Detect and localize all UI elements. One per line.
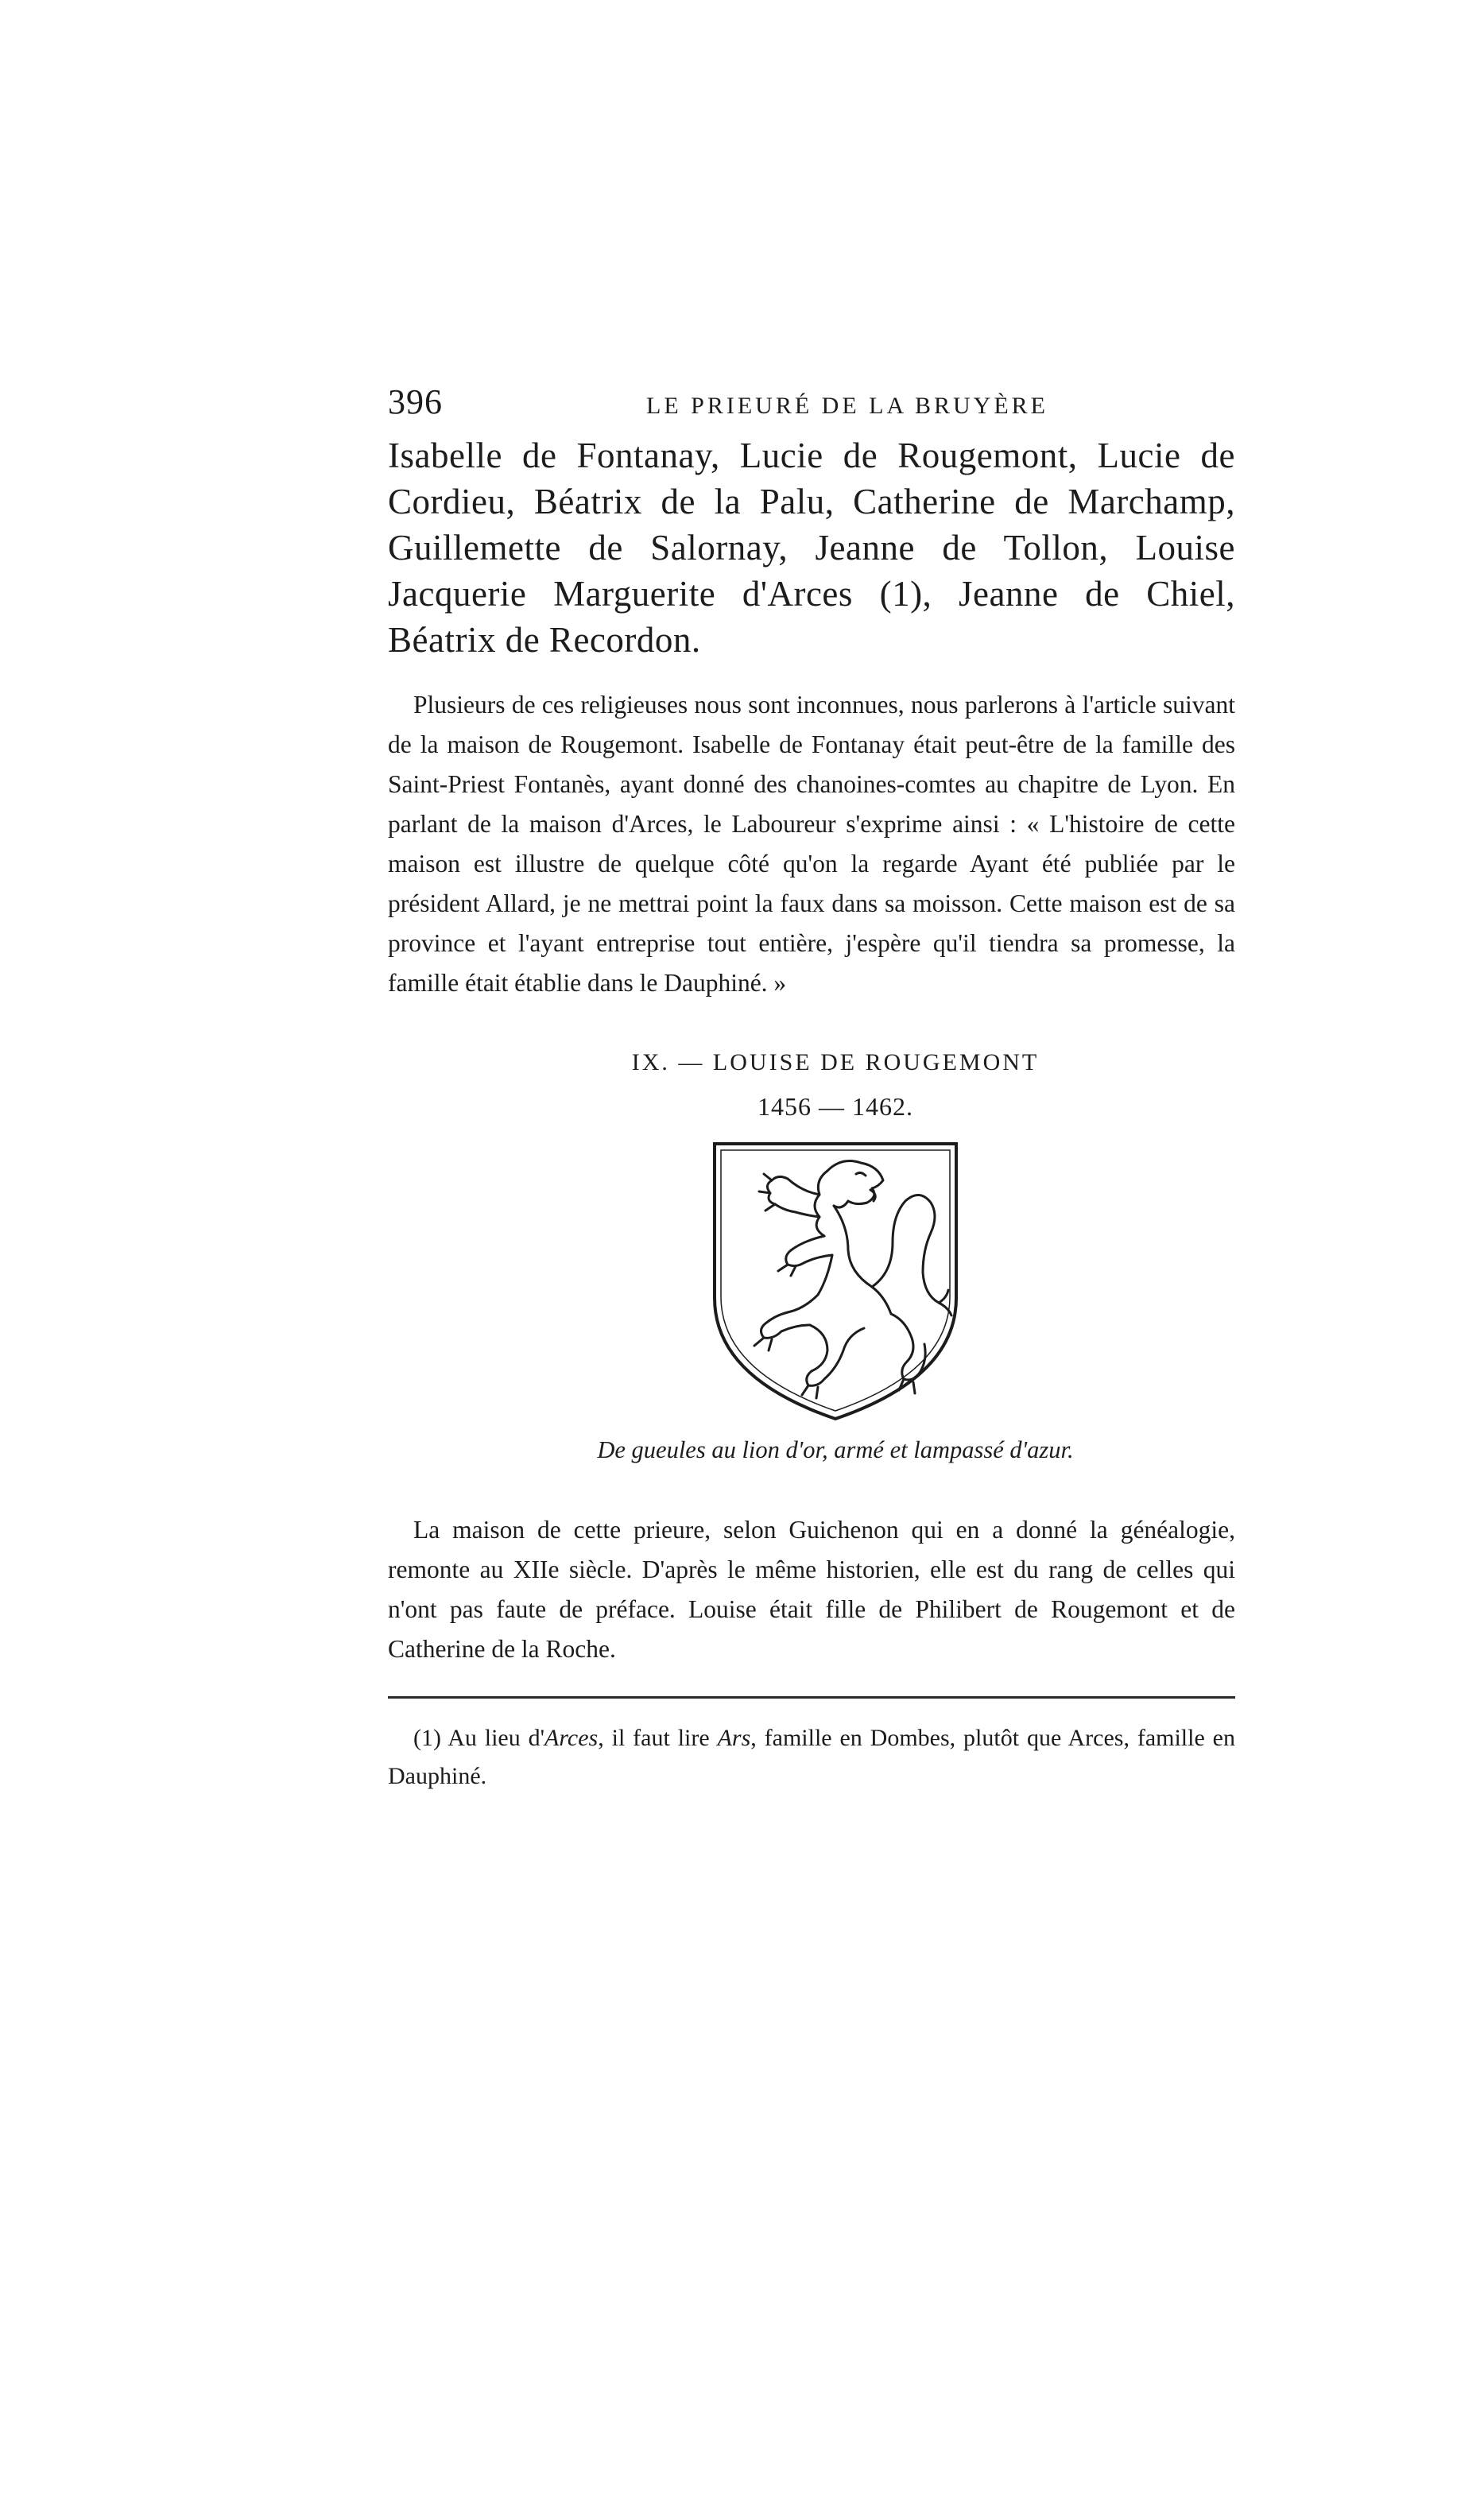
footnote-mid: , il faut lire (598, 1725, 718, 1751)
running-head (388, 382, 1235, 429)
lead-paragraph: Isabelle de Fontanay, Lucie de Rougemont, Lucie de Cordieu, Béatrix de la Palu, Catherine de Marchamp, Guillemette de Salornay, Jeanne de Tollon, Louise Jacquerie Marguerite d'Arces (1), Jeanne de Chiel, Béatrix de Recordon. (388, 436, 1235, 660)
book-page (388, 382, 1235, 1796)
chapter-heading: IX. — LOUISE DE ROUGEMONT (631, 1049, 1040, 1075)
footnote-marker: (1) Au lieu d' (413, 1725, 545, 1751)
paragraph-religieuses: Plusieurs de ces religieuses nous sont inconnues, nous parlerons à l'article suivant de la maison de Rougemont. Isabelle de Fontanay était peut-être de la famille des Saint-Priest Fontanès, ayant donné des chanoines-comtes au chapitre de Lyon. En parlant de la maison d'Arces, le Laboureur s'exprime ainsi : « L'histoire de cette maison est illustre de quelque côté qu'on la regarde Ayant été publiée par le président Allard, je ne mettrai point la faux dans sa moisson. Cette maison est de sa province et l'ayant entreprise tout entière, j'espère qu'il tiendra sa promesse, la famille était établie dans le Dauphiné. » (388, 691, 1235, 997)
running-title: LE PRIEURÉ DE LA BRUYÈRE (646, 393, 1048, 419)
footnote-rule (388, 1696, 1235, 1699)
blazon-caption: De gueules au lion d'or, armé et lampassé d'azur. (597, 1436, 1074, 1463)
footnote-ars: Ars (717, 1725, 751, 1751)
footnote (388, 1719, 1235, 1796)
rampant-lion-shield-icon (708, 1139, 963, 1425)
footnote-end: , famille en Dombes, plutôt que Arces, famille en Dauphiné. (388, 1725, 1235, 1789)
paragraph-maison: La maison de cette prieure, selon Guichenon qui en a donné la généalogie, remonte au XIIe siècle. D'après le même historien, elle est du rang de celles qui n'ont pas faute de préface. Louise était fille de Philibert de Rougemont et de Catherine de la Roche. (388, 1516, 1235, 1663)
chapter-dates: 1456 — 1462. (757, 1092, 913, 1121)
page-number: 396 (388, 382, 443, 421)
footnote-arces: Arces (544, 1725, 599, 1751)
